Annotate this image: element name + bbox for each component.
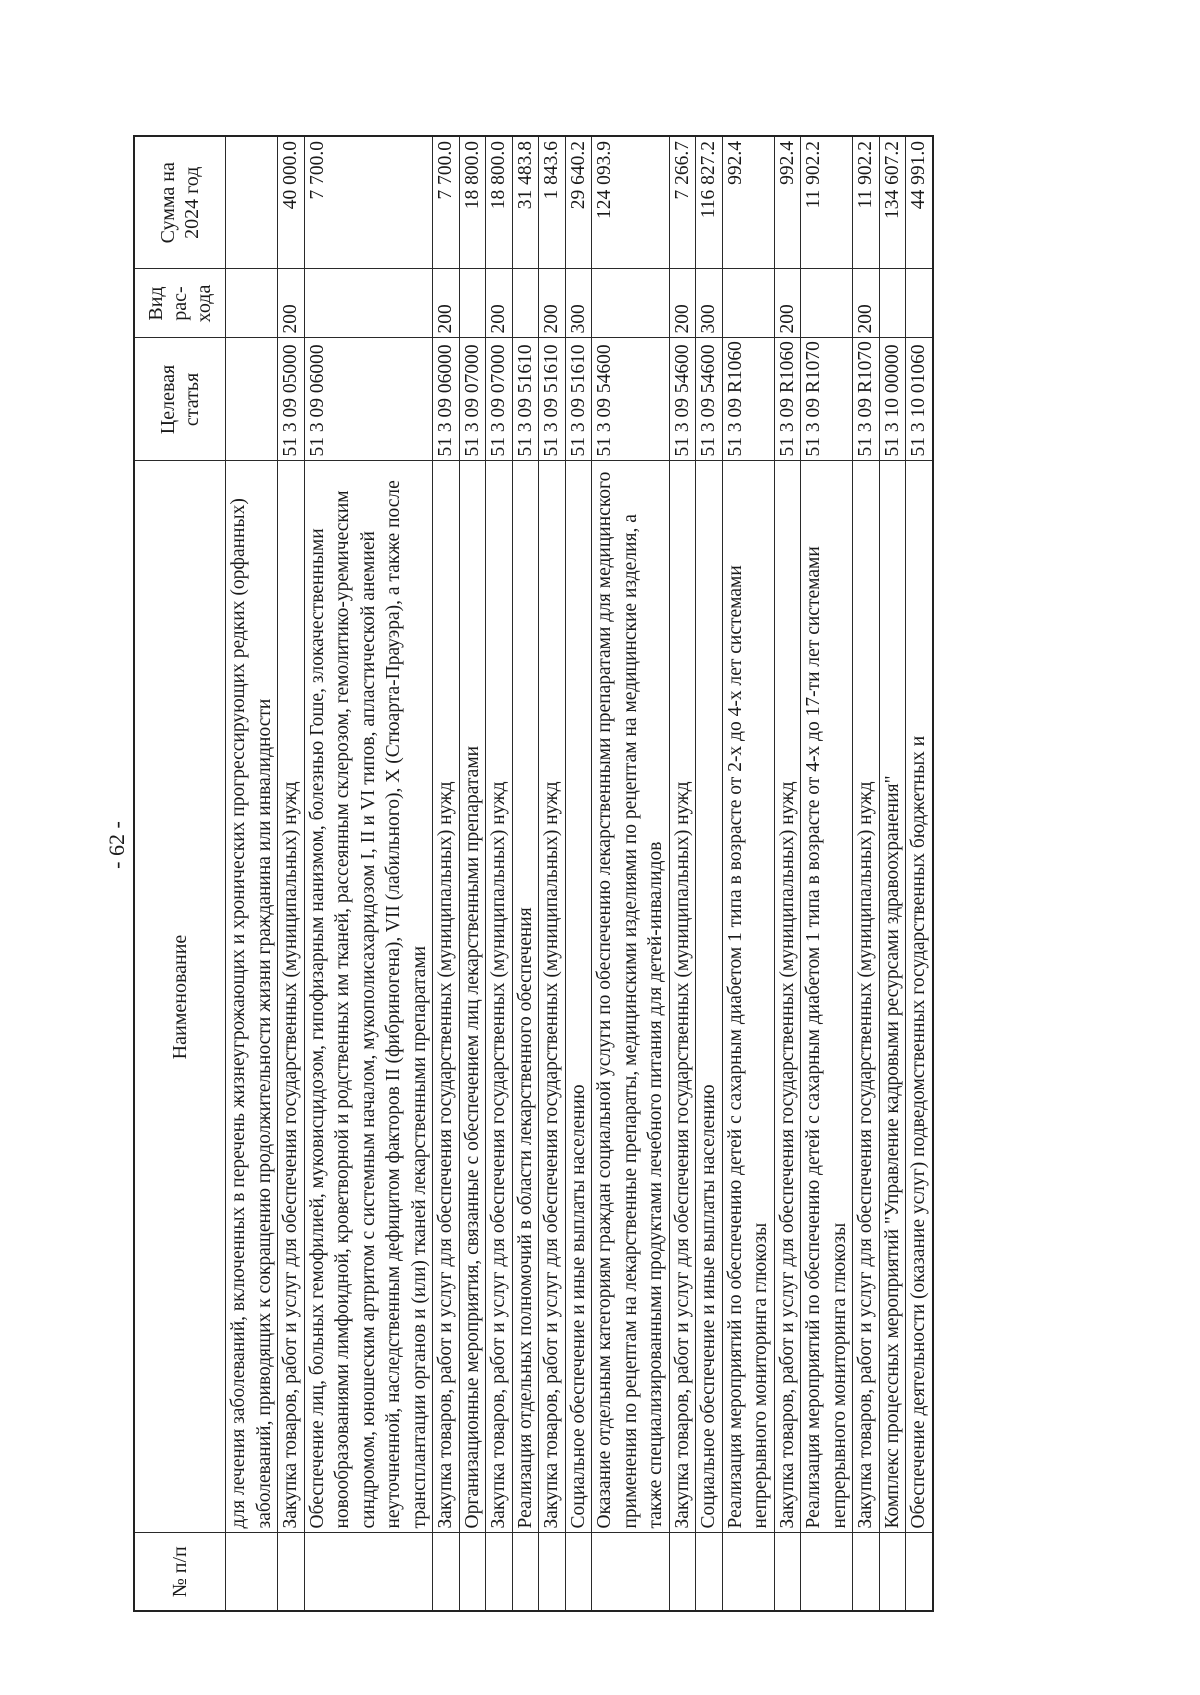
row-target-cell: 51 3 09 54600 [696, 338, 723, 461]
row-num-cell [304, 1533, 433, 1611]
header-sum-2024: Сумма на 2024 год [134, 136, 226, 269]
row-name-cell: Закупка товаров, работ и услуг для обеспечения государственных (муниципальных) нужд [278, 461, 305, 1533]
row-vid-cell: 200 [539, 269, 566, 338]
row-sum-cell: 992.4 [774, 136, 801, 269]
row-vid-cell [226, 269, 278, 338]
row-target-cell: 51 3 09 54600 [669, 338, 696, 461]
row-num-cell [906, 1533, 933, 1611]
row-sum-cell: 116 827.2 [696, 136, 723, 269]
row-num-cell [774, 1533, 801, 1611]
row-target-cell: 51 3 09 54600 [592, 338, 670, 461]
row-sum-cell: 11 902.2 [853, 136, 880, 269]
table-header-row [134, 136, 226, 1611]
row-sum-cell: 134 607.2 [879, 136, 906, 269]
table-row [722, 136, 774, 1611]
row-name-cell: Реализация мероприятий по обеспечению детей с сахарным диабетом 1 типа в возрасте от 4-х до 17-ти лет системами непрерывного мониторинга глюкозы [801, 461, 853, 1533]
row-vid-cell [512, 269, 539, 338]
row-sum-cell: 44 991.0 [906, 136, 933, 269]
table-row [539, 136, 566, 1611]
row-sum-cell: 992.4 [722, 136, 774, 269]
row-sum-cell: 40 000.0 [278, 136, 305, 269]
table-row [486, 136, 513, 1611]
row-name-cell: Обеспечение деятельности (оказание услуг) подведомственных государственных бюджетных и [906, 461, 933, 1533]
table-row [696, 136, 723, 1611]
row-name-cell: Закупка товаров, работ и услуг для обеспечения государственных (муниципальных) нужд [669, 461, 696, 1533]
row-num-cell [801, 1533, 853, 1611]
row-name-cell: Закупка товаров, работ и услуг для обеспечения государственных (муниципальных) нужд [853, 461, 880, 1533]
row-target-cell: 51 3 09 R1070 [801, 338, 853, 461]
row-num-cell [459, 1533, 486, 1611]
row-sum-cell: 18 800.0 [459, 136, 486, 269]
row-vid-cell [304, 269, 433, 338]
row-num-cell [539, 1533, 566, 1611]
page-number-text: - 62 - [104, 821, 129, 869]
row-target-cell: 51 3 09 05000 [278, 338, 305, 461]
row-vid-cell: 300 [696, 269, 723, 338]
row-sum-cell: 7 266.7 [669, 136, 696, 269]
row-target-cell: 51 3 09 R1070 [853, 338, 880, 461]
row-sum-cell: 7 700.0 [433, 136, 460, 269]
row-target-cell: 51 3 09 51610 [565, 338, 592, 461]
row-name-cell: Закупка товаров, работ и услуг для обеспечения государственных (муниципальных) нужд [433, 461, 460, 1533]
table-row [459, 136, 486, 1611]
row-sum-cell: 11 902.2 [801, 136, 853, 269]
row-name-cell: Социальное обеспечение и иные выплаты населению [565, 461, 592, 1533]
table-row [801, 136, 853, 1611]
row-num-cell [278, 1533, 305, 1611]
header-name: Наименование [134, 461, 226, 1533]
rotated-page-content [133, 137, 1070, 1612]
row-num-cell [879, 1533, 906, 1611]
row-num-cell [722, 1533, 774, 1611]
row-target-cell: 51 3 10 00000 [879, 338, 906, 461]
row-sum-cell [226, 136, 278, 269]
row-name-cell: Закупка товаров, работ и услуг для обеспечения государственных (муниципальных) нужд [774, 461, 801, 1533]
row-sum-cell: 7 700.0 [304, 136, 433, 269]
row-vid-cell [592, 269, 670, 338]
budget-table [133, 135, 934, 1612]
row-vid-cell: 200 [486, 269, 513, 338]
row-vid-cell [801, 269, 853, 338]
table-row [906, 136, 933, 1611]
table-row [592, 136, 670, 1611]
page-number [97, 790, 137, 900]
row-name-cell: Реализация отдельных полномочий в области лекарственного обеспечения [512, 461, 539, 1533]
table-row [853, 136, 880, 1611]
row-num-cell [853, 1533, 880, 1611]
table-row [226, 136, 278, 1611]
row-name-cell: Оказание отдельным категориям граждан социальной услуги по обеспечению лекарственными препаратами для медицинского применения по рецептам на лекарственные препараты, медицинскими изделиями по рецептам на медицинские изделия, а также специализированными продуктами лечебного питания для детей-инвалидов [592, 461, 670, 1533]
header-expense-type: Вид рас- хода [134, 269, 226, 338]
row-name-cell: Организационные мероприятия, связанные с обеспечением лиц лекарственными препаратами [459, 461, 486, 1533]
row-sum-cell: 18 800.0 [486, 136, 513, 269]
row-vid-cell [459, 269, 486, 338]
row-name-cell: Закупка товаров, работ и услуг для обеспечения государственных (муниципальных) нужд [486, 461, 513, 1533]
row-name-cell: Обеспечение лиц, больных гемофилией, муковисцидозом, гипофизарным нанизмом, болезнью Гоше, злокачественными новообразованиями лимфоидной, кроветворной и родственных им тканей, рассеянным склерозом, гемолитико-уремическим синдромом, юношеским артритом с системным началом, мукополисахаридозом I, II и VI типов, апластической анемией неуточненной, наследственным дефицитом факторов II (фибриногена), VII (лабильного), X (Стюарта-Прауэра), а также после трансплантации органов и (или) тканей лекарственными препаратами [304, 461, 433, 1533]
row-target-cell: 51 3 09 R1060 [722, 338, 774, 461]
row-num-cell [696, 1533, 723, 1611]
row-sum-cell: 1 843.6 [539, 136, 566, 269]
row-vid-cell: 300 [565, 269, 592, 338]
row-num-cell [669, 1533, 696, 1611]
table-row [304, 136, 433, 1611]
row-vid-cell [722, 269, 774, 338]
row-vid-cell [879, 269, 906, 338]
row-name-cell: Комплекс процессных мероприятий "Управление кадровыми ресурсами здравоохранения" [879, 461, 906, 1533]
row-num-cell [486, 1533, 513, 1611]
table-row [669, 136, 696, 1611]
row-vid-cell: 200 [853, 269, 880, 338]
row-sum-cell: 29 640.2 [565, 136, 592, 269]
row-target-cell: 51 3 09 51610 [539, 338, 566, 461]
row-sum-cell: 31 483.8 [512, 136, 539, 269]
row-num-cell [226, 1533, 278, 1611]
row-target-cell [226, 338, 278, 461]
row-vid-cell: 200 [278, 269, 305, 338]
row-target-cell: 51 3 09 51610 [512, 338, 539, 461]
row-name-cell: Социальное обеспечение и иные выплаты населению [696, 461, 723, 1533]
row-target-cell: 51 3 09 07000 [486, 338, 513, 461]
row-name-cell: Закупка товаров, работ и услуг для обеспечения государственных (муниципальных) нужд [539, 461, 566, 1533]
row-vid-cell [906, 269, 933, 338]
table-row [774, 136, 801, 1611]
table-row [565, 136, 592, 1611]
row-target-cell: 51 3 09 R1060 [774, 338, 801, 461]
row-vid-cell: 200 [774, 269, 801, 338]
row-name-cell: Реализация мероприятий по обеспечению детей с сахарным диабетом 1 типа в возрасте от 2-х до 4-х лет системами непрерывного мониторинга глюкозы [722, 461, 774, 1533]
table-row [879, 136, 906, 1611]
row-num-cell [433, 1533, 460, 1611]
header-num: № п/п [134, 1533, 226, 1611]
table-row [512, 136, 539, 1611]
row-target-cell: 51 3 10 01060 [906, 338, 933, 461]
table-body [226, 136, 933, 1611]
row-target-cell: 51 3 09 06000 [433, 338, 460, 461]
table-row [433, 136, 460, 1611]
row-vid-cell: 200 [669, 269, 696, 338]
row-target-cell: 51 3 09 06000 [304, 338, 433, 461]
table-row [278, 136, 305, 1611]
row-sum-cell: 124 093.9 [592, 136, 670, 269]
row-num-cell [565, 1533, 592, 1611]
row-name-cell: для лечения заболеваний, включенных в перечень жизнеугрожающих и хронических прогрессирующих редких (орфанных) заболеваний, приводящих к сокращению продолжительности жизни гражданина или инвалидности [226, 461, 278, 1533]
row-num-cell [512, 1533, 539, 1611]
header-target-article: Целевая статья [134, 338, 226, 461]
row-vid-cell: 200 [433, 269, 460, 338]
row-num-cell [592, 1533, 670, 1611]
row-target-cell: 51 3 09 07000 [459, 338, 486, 461]
